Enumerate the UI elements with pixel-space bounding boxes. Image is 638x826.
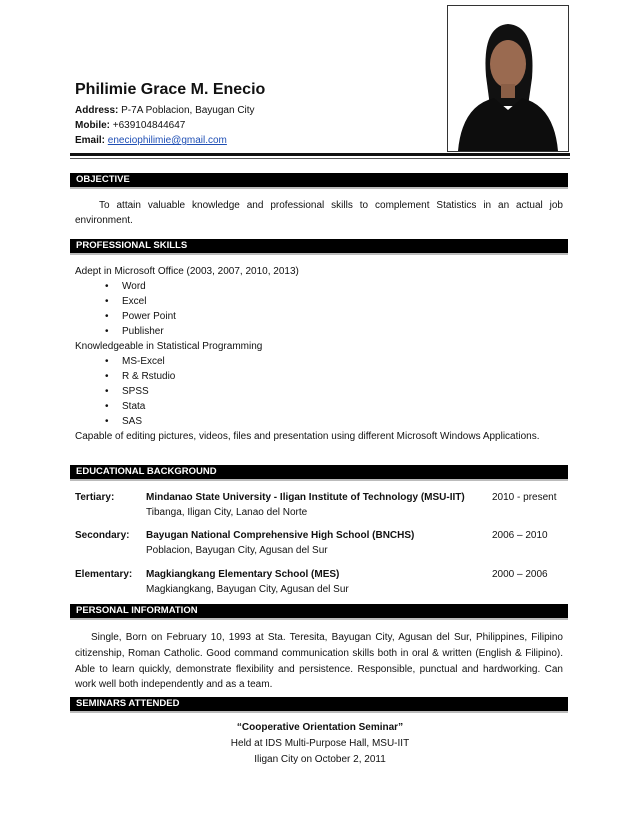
edu-level: Secondary: (75, 530, 130, 541)
education-entry (75, 490, 565, 520)
edu-location: Poblacion, Bayugan City, Agusan del Sur (146, 545, 328, 556)
education-entry (75, 528, 565, 558)
skill-label: MS-Excel (122, 356, 165, 367)
edu-level: Tertiary: (75, 492, 115, 503)
personal-text: Single, Born on February 10, 1993 at Sta. Teresita, Bayugan City, Agusan del Sur, Philippines, Filipino citizenship, Roman Catholic. Good command communication skills both in oral & written (English & Filipino). Able to learn quickly, demonstrate flexibility and persistence. Responsible, punctual and hardworking. Can work well both independently and as a team. (75, 632, 563, 691)
section-education: EDUCATIONAL BACKGROUND (70, 465, 568, 481)
email-label: Email: (75, 135, 106, 146)
list-item: • R & Rstudio (105, 371, 176, 382)
edu-location: Tibanga, Iligan City, Lanao del Norte (146, 507, 308, 518)
list-item: • Stata (105, 401, 146, 412)
list-item: • Power Point (105, 311, 176, 322)
mobile-line (75, 118, 255, 133)
list-item: • Publisher (105, 326, 164, 337)
section-objective: OBJECTIVE (70, 173, 568, 189)
list-item: • Excel (105, 296, 147, 307)
education-entry (75, 567, 565, 597)
skill-label: SAS (122, 416, 143, 427)
seminar-title: “Cooperative Orientation Seminar” (236, 722, 404, 733)
skills-list (75, 264, 563, 444)
objective-text: To attain valuable knowledge and professional skills to complement Statistics in an actual job environment. (75, 200, 563, 226)
section-professional-skills: PROFESSIONAL SKILLS (70, 239, 568, 255)
section-personal-information: PERSONAL INFORMATION (70, 604, 568, 620)
programming-skills (75, 354, 563, 429)
section-seminars: SEMINARS ATTENDED (70, 697, 568, 713)
edu-level: Elementary: (75, 569, 133, 580)
contact-lines (75, 103, 255, 148)
other-skills: Capable of editing pictures, videos, files and presentation using different Microsoft Windows Applications. (75, 431, 540, 442)
mobile-value: +639104844647 (112, 120, 186, 131)
edu-school: Magkiangkang Elementary School (MES) (146, 569, 340, 580)
edu-location: Magkiangkang, Bayugan City, Agusan del Sur (146, 584, 349, 595)
skill-label: Power Point (122, 311, 176, 322)
programming-intro: Knowledgeable in Statistical Programming (75, 341, 263, 352)
email-link[interactable]: eneciophilimie@gmail.com (107, 135, 227, 146)
list-item: • Word (105, 281, 146, 292)
skill-label: R & Rstudio (122, 371, 176, 382)
skill-label: Excel (122, 296, 147, 307)
skill-label: Publisher (122, 326, 164, 337)
edu-years: 2000 – 2006 (492, 569, 548, 580)
profile-photo (447, 5, 569, 152)
email-line (75, 133, 255, 148)
header-divider-thin (70, 158, 570, 159)
edu-years: 2006 – 2010 (492, 530, 548, 541)
list-item: • SPSS (105, 386, 149, 397)
list-item: • SAS (105, 416, 143, 427)
seminar-date: Iligan City on October 2, 2011 (254, 754, 386, 765)
mobile-label: Mobile: (75, 120, 110, 131)
skill-label: Word (122, 281, 146, 292)
seminar-entry (70, 720, 570, 768)
list-item: • MS-Excel (105, 356, 165, 367)
applicant-name: Philimie Grace M. Enecio (75, 81, 266, 98)
seminar-venue: Held at IDS Multi-Purpose Hall, MSU-IIT (230, 738, 410, 749)
edu-years: 2010 - present (492, 492, 557, 503)
header-divider (70, 153, 570, 156)
skill-label: SPSS (122, 386, 149, 397)
edu-school: Bayugan National Comprehensive High School (BNCHS) (146, 530, 415, 541)
edu-school: Mindanao State University - Iligan Institute of Technology (MSU-IIT) (146, 492, 465, 503)
office-skills (75, 279, 563, 339)
office-intro: Adept in Microsoft Office (2003, 2007, 2010, 2013) (75, 266, 299, 277)
address-label: Address: (75, 105, 119, 116)
skill-label: Stata (122, 401, 146, 412)
address-line (75, 103, 255, 118)
address-value: P-7A Poblacion, Bayugan City (121, 105, 255, 116)
